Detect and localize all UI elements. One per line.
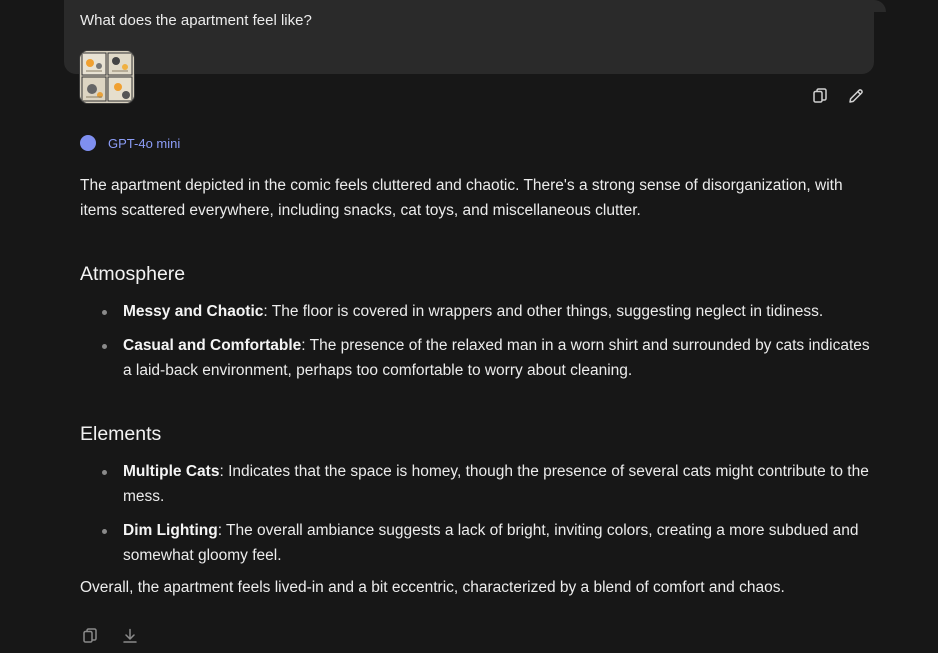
- elements-list: [80, 459, 870, 568]
- model-dot-icon: [80, 135, 96, 151]
- list-item-text: : The presence of the relaxed man in a worn shirt and surrounded by cats indicates a laid-back environment, perhaps too comfortable to worry about cleaning.: [123, 337, 870, 379]
- response-outro-paragraph: Overall, the apartment feels lived-in and a bit eccentric, characterized by a blend of comfort and chaos.: [80, 579, 785, 596]
- section-heading-atmosphere: Atmosphere: [80, 263, 186, 285]
- model-indicator: [80, 135, 180, 151]
- list-item: [80, 518, 870, 568]
- attached-image-thumbnail[interactable]: [80, 51, 134, 103]
- list-item-text: : The floor is covered in wrappers and other things, suggesting neglect in tidiness.: [263, 303, 824, 320]
- list-item: [80, 333, 870, 383]
- pencil-icon: [847, 87, 865, 105]
- copy-icon: [811, 87, 829, 105]
- list-item: [80, 459, 870, 509]
- response-intro-paragraph: The apartment depicted in the comic feels cluttered and chaotic. There's a strong sense of disorganization, with items scattered everywhere, including snacks, cat toys, and miscellaneous clutter.: [80, 177, 843, 219]
- copy-message-button[interactable]: [808, 84, 832, 108]
- list-item-text: : Indicates that the space is homey, though the presence of several cats might contribute to the mess.: [123, 463, 869, 505]
- list-item-text: : The overall ambiance suggests a lack of bright, inviting colors, creating a more subdued and somewhat gloomy feel.: [123, 522, 859, 564]
- list-item-term: Dim Lighting: [123, 522, 218, 539]
- section-heading-elements: Elements: [80, 423, 162, 445]
- list-item: [80, 299, 870, 324]
- list-item-term: Multiple Cats: [123, 463, 220, 480]
- download-response-button[interactable]: [118, 624, 142, 648]
- copy-icon: [81, 627, 99, 645]
- model-name: GPT-4o mini: [108, 135, 181, 151]
- list-item-term: Casual and Comfortable: [123, 337, 302, 354]
- copy-response-button[interactable]: [78, 624, 102, 648]
- atmosphere-list: [80, 299, 870, 383]
- user-message-text: What does the apartment feel like?: [80, 12, 312, 29]
- list-item-term: Messy and Chaotic: [123, 303, 264, 320]
- edit-message-button[interactable]: [844, 84, 868, 108]
- user-message-bubble-edge: [864, 0, 886, 12]
- download-icon: [121, 627, 139, 645]
- response-action-bar: [78, 624, 142, 648]
